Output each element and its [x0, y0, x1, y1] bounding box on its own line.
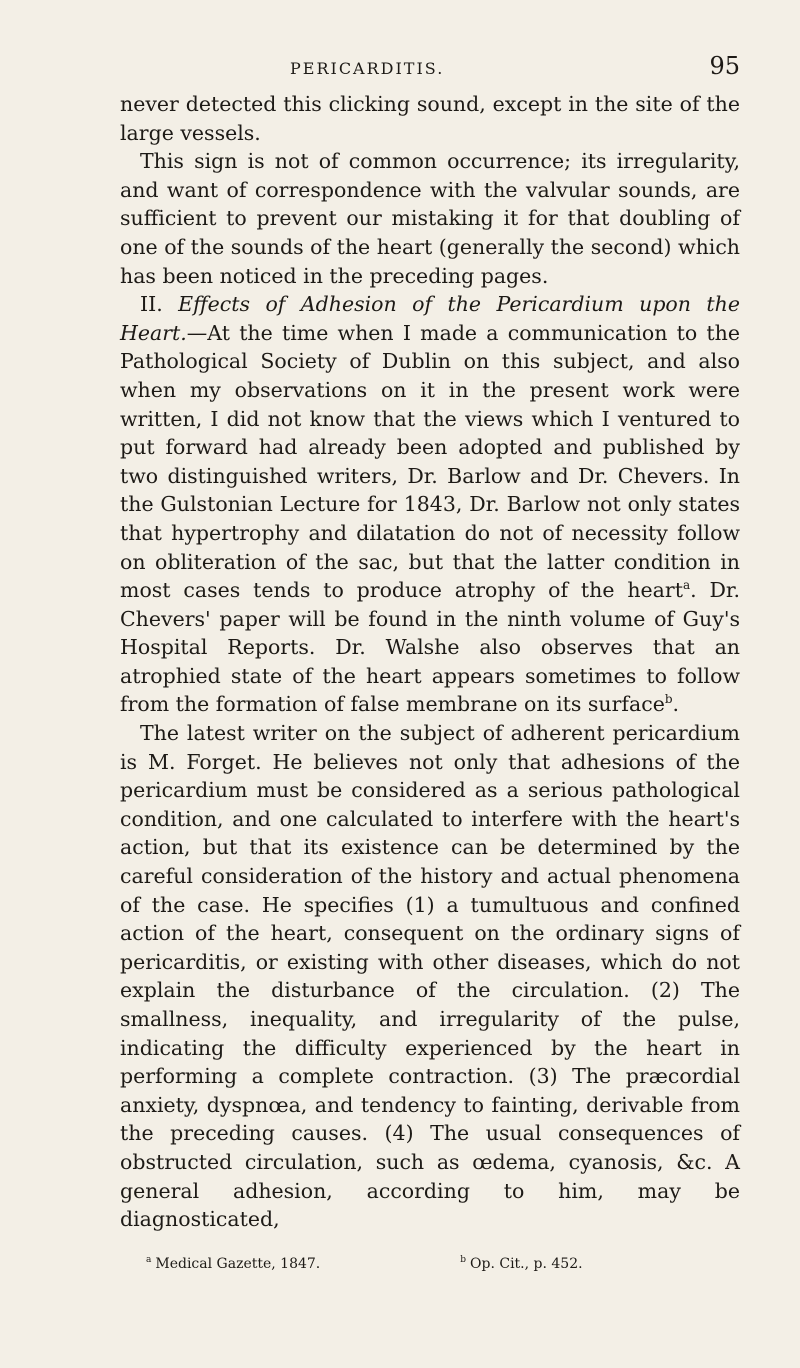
- footnote-text: Medical Gazette, 1847.: [155, 1255, 321, 1272]
- footnote-ref-b: b: [664, 692, 673, 707]
- page-header: [290, 52, 740, 80]
- section-numeral: II.: [140, 292, 163, 317]
- paragraph-1: never detected this clicking sound, except in the site of the large vessels.: [120, 92, 740, 145]
- paragraph-4: The latest writer on the subject of adherent pericardium is M. Forget. He believes not only that adhesions of the pericardium must be considered as a serious pathological condition, and one calculated to interfere with the heart's action, but that its existence can be determined by the careful consideration of the history and actual phenomena of the case. He specifies (1) a tumultuous and confined action of the heart, consequent on the ordinary signs of pericarditis, or existing with other diseases, which do not explain the disturbance of the circulation. (2) The smallness, inequality, and irregularity of the pulse, indicating the difficulty experienced by the heart in performing a complete contraction. (3) The præcordial anxiety, dyspnœa, and tendency to fainting, derivable from the preceding causes. (4) The usual consequences of obstructed circulation, such as œdema, cyanosis, &c. A general adhesion, according to him, may be diagnosticated,: [120, 721, 740, 1232]
- page-number: 95: [709, 52, 740, 80]
- paragraph-3-text-b: . Dr. Chevers' paper will be found in the ninth volume of Guy's Hospital Reports. Dr. Walshe also observes that an atrophied state of the heart appears sometimes to follow from the formation of false membrane on its surface: [120, 578, 740, 717]
- running-head: PERICARDITIS.: [290, 59, 445, 78]
- paragraph-3: [120, 290, 740, 719]
- footnote-a: [146, 1256, 320, 1272]
- section-heading: Effects of Adhesion of the Pericardium upon the Heart.: [120, 292, 740, 345]
- body-text: [120, 90, 740, 1234]
- footnote-text: Op. Cit., p. 452.: [470, 1255, 583, 1272]
- footnote-b: [460, 1256, 582, 1272]
- footnotes: [120, 1256, 740, 1272]
- paragraph-3-text-a: —At the time when I made a communication to the Pathological Society of Dublin on this subject, and also when my observations on it in the present work were written, I did not know that the views which I ventured to put forward had already been adopted and published by two distinguished writers, Dr. Barlow and Dr. Chevers. In the Gulstonian Lecture for 1843, Dr. Barlow not only states that hypertrophy and dilatation do not of necessity follow on obliteration of the sac, but that the latter condition in most cases tends to produce atrophy of the heart: [120, 320, 740, 603]
- footnote-mark: a: [146, 1255, 152, 1266]
- footnote-mark: b: [460, 1255, 467, 1266]
- footnote-ref-a: a: [682, 578, 691, 593]
- paragraph-2: This sign is not of common occurrence; its irregularity, and want of correspondence with the valvular sounds, are sufficient to prevent our mistaking it for that doubling of one of the sounds of the heart (generally the second) which has been noticed in the preceding pages.: [120, 149, 741, 288]
- paragraph-3-text-c: .: [672, 692, 680, 717]
